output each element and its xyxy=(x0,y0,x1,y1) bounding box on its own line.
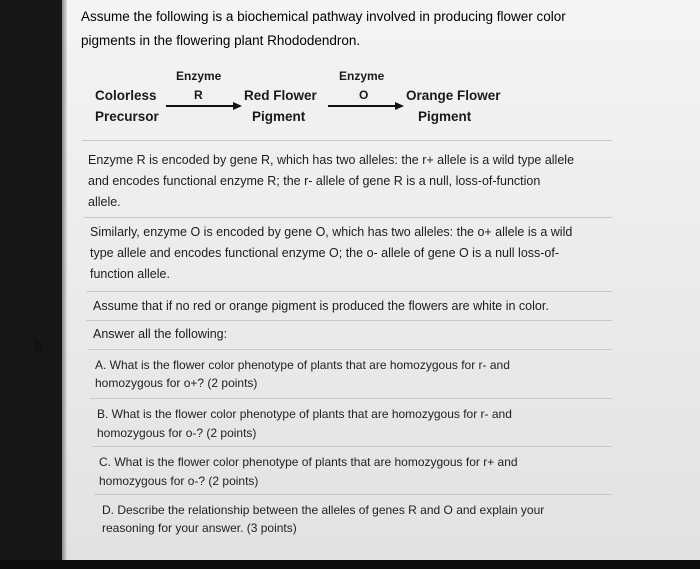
para-r-line-3: allele. xyxy=(88,195,121,209)
para-o-line-2: type allele and encodes functional enzyme O; the o- allele of gene O is a null loss-of- xyxy=(90,246,560,260)
question-d-line-1: D. Describe the relationship between the alleles of genes R and O and explain your xyxy=(102,503,545,517)
instruction-text: Answer all the following: xyxy=(93,327,228,341)
question-b-line-1: B. What is the flower color phenotype of plants that are homozygous for r- and xyxy=(97,407,512,421)
arrow-2-head-icon xyxy=(395,102,404,110)
divider xyxy=(84,217,612,218)
mouse-pointer-icon xyxy=(34,338,46,354)
para-o-line-3: function allele. xyxy=(90,267,170,281)
pathway-middle-label-1: Red Flower xyxy=(244,88,317,103)
divider xyxy=(86,320,612,321)
divider xyxy=(92,446,612,447)
enzyme-r-letter: R xyxy=(194,88,203,102)
divider xyxy=(86,291,612,292)
question-b-line-2: homozygous for o-? (2 points) xyxy=(97,426,257,440)
arrow-2-line xyxy=(328,105,396,107)
question-c-line-2: homozygous for o-? (2 points) xyxy=(99,474,259,488)
para-r-line-2: and encodes functional enzyme R; the r- allele of gene R is a null, loss-of-function xyxy=(88,174,541,188)
enzyme-r-word: Enzyme xyxy=(176,69,222,83)
divider xyxy=(82,140,612,141)
intro-line-1: Assume the following is a biochemical pathway involved in producing flower color xyxy=(81,9,566,24)
page-edge-shadow xyxy=(62,0,67,560)
para-o-line-1: Similarly, enzyme O is encoded by gene O, which has two alleles: the o+ allele is a wild xyxy=(90,225,573,239)
assumption-text: Assume that if no red or orange pigment is produced the flowers are white in color. xyxy=(93,299,549,313)
divider xyxy=(88,349,612,350)
enzyme-o-word: Enzyme xyxy=(339,69,385,83)
question-d-line-2: reasoning for your answer. (3 points) xyxy=(102,521,297,535)
arrow-1-line xyxy=(166,105,234,107)
para-r-line-1: Enzyme R is encoded by gene R, which has two alleles: the r+ allele is a wild type allele xyxy=(88,153,575,167)
enzyme-o-letter: O xyxy=(359,88,369,102)
pathway-middle-label-2: Pigment xyxy=(252,109,306,124)
intro-line-2: pigments in the flowering plant Rhododendron. xyxy=(81,33,361,48)
arrow-1-head-icon xyxy=(233,102,242,110)
question-c-line-1: C. What is the flower color phenotype of plants that are homozygous for r+ and xyxy=(99,455,518,469)
divider xyxy=(94,494,612,495)
divider xyxy=(90,398,612,399)
pathway-start-label-2: Precursor xyxy=(95,109,159,124)
pathway-end-label-2: Pigment xyxy=(418,109,472,124)
question-a-line-2: homozygous for o+? (2 points) xyxy=(95,376,258,390)
question-a-line-1: A. What is the flower color phenotype of plants that are homozygous for r- and xyxy=(95,358,510,372)
pathway-start-label-1: Colorless xyxy=(95,88,157,103)
pathway-end-label-1: Orange Flower xyxy=(406,88,501,103)
bottom-edge xyxy=(0,560,700,569)
